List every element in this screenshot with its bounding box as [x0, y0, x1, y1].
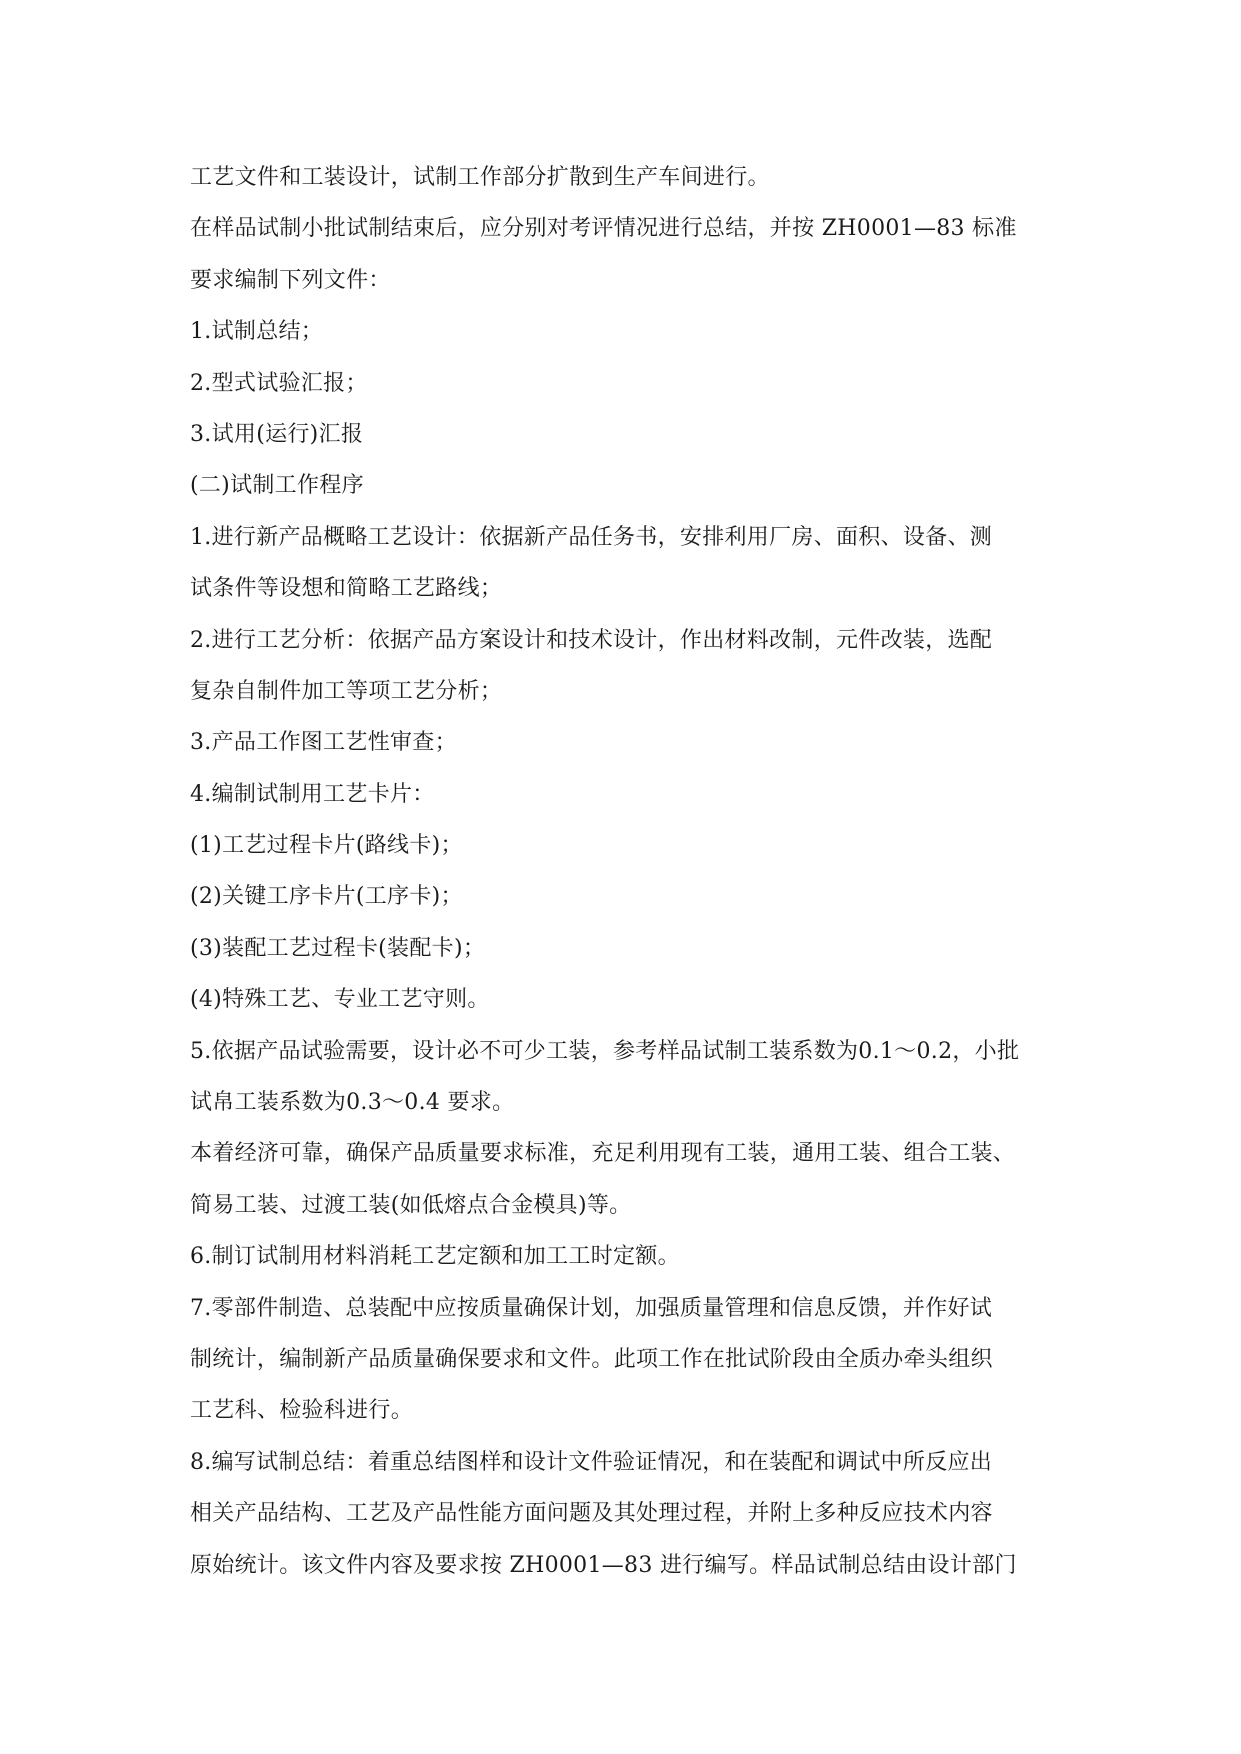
text-line: 试条件等设想和简略工艺路线； — [190, 576, 503, 602]
text-line: 7.零部件制造、总装配中应按质量确保计划，加强质量管理和信息反馈，并作好试 — [190, 1295, 993, 1321]
text-line: 原始统计。该文件内容及要求按 ZH0001—83 进行编写。样品试制总结由设计部门 — [190, 1552, 1017, 1578]
text-line: 5.依据产品试验需要，设计必不可少工装，参考样品试制工装系数为0.1～0.2，小批 — [190, 1038, 1020, 1064]
text-line: 制统计，编制新产品质量确保要求和文件。此项工作在批试阶段由全质办牵头组织 — [190, 1346, 993, 1372]
text-line: 在样品试制小批试制结束后，应分别对考评情况进行总结，并按 ZH0001—83 标准 — [190, 216, 1017, 242]
text-line: 3.试用(运行)汇报 — [190, 421, 364, 447]
text-line: 工艺文件和工装设计，试制工作部分扩散到生产车间进行。 — [190, 165, 770, 190]
text-line: 相关产品结构、工艺及产品性能方面问题及其处理过程，并附上多种反应技术内容 — [190, 1501, 993, 1527]
text-line: 要求编制下列文件： — [190, 267, 391, 293]
text-line: 6.制订试制用材料消耗工艺定额和加工工时定额。 — [190, 1244, 680, 1270]
text-line: (2)关键工序卡片(工序卡)； — [190, 884, 463, 910]
text-line: 简易工装、过渡工装(如低熔点合金模具)等。 — [190, 1192, 632, 1218]
text-line: 工艺科、检验科进行。 — [190, 1398, 414, 1424]
text-line: (1)工艺过程卡片(路线卡)； — [190, 833, 463, 859]
text-line: 复杂自制件加工等项工艺分析； — [190, 678, 503, 704]
text-line: 2.型式试验汇报； — [190, 370, 368, 396]
text-line: (3)装配工艺过程卡(装配卡)； — [190, 935, 486, 961]
text-line: 1.试制总结； — [190, 319, 324, 345]
text-line: 3.产品工作图工艺性审查； — [190, 730, 457, 756]
document-body — [190, 152, 1060, 1591]
text-line: 8.编写试制总结：着重总结图样和设计文件验证情况，和在装配和调试中所反应出 — [190, 1449, 993, 1475]
text-line: 本着经济可靠，确保产品质量要求标准，充足利用现有工装，通用工装、组合工装、 — [190, 1141, 1016, 1167]
text-line: 4.编制试制用工艺卡片： — [190, 781, 435, 807]
text-line: 1.进行新产品概略工艺设计：依据新产品任务书，安排利用厂房、面积、设备、测 — [190, 524, 993, 550]
text-line: 试帛工装系数为0.3～0.4 要求。 — [190, 1090, 515, 1116]
section-heading: (二)试制工作程序 — [190, 473, 364, 499]
text-line: (4)特殊工艺、专业工艺守则。 — [190, 987, 490, 1013]
text-line: 2.进行工艺分析：依据产品方案设计和技术设计，作出材料改制，元件改装，选配 — [190, 627, 993, 653]
